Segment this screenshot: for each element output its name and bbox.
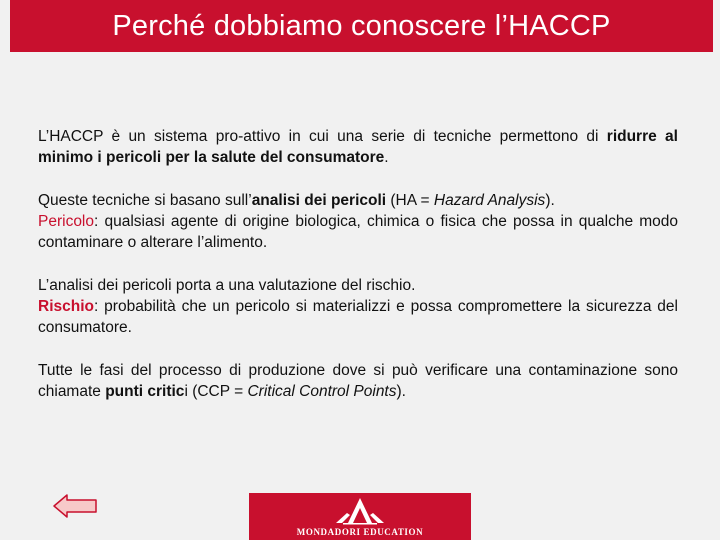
paragraph-critical-points: [38, 360, 678, 402]
p3-text-2: : probabilità che un pericolo si materializzi e possa compromettere la sicurezza del consumatore.: [38, 298, 678, 336]
p4-text-3: ).: [396, 383, 406, 400]
term-rischio: Rischio: [38, 298, 94, 315]
p2-text-3: ).: [545, 192, 555, 209]
footer-brand-text: MONDADORI EDUCATION: [296, 527, 424, 537]
p1-text-1: L’HACCP è un sistema pro-attivo in cui una serie di tecniche permettono di: [38, 128, 607, 145]
title-bar: [10, 0, 713, 52]
p2-bold-1: analisi dei pericoli: [251, 192, 387, 209]
mondadori-m-logo-icon: [334, 497, 386, 525]
p4-text-2: i (CCP =: [184, 383, 248, 400]
paragraph-hazard-analysis: [38, 190, 678, 253]
p4-text-1: Tutte le fasi del processo di produzione dove si può verificare una contaminazione sono chiamate: [38, 362, 678, 400]
back-button[interactable]: [52, 493, 98, 519]
paragraph-haccp-definition: [38, 126, 678, 168]
p1-bold-1: ridurre al minimo i pericoli per la salute del consumatore: [38, 128, 678, 166]
slide-content: [38, 126, 678, 424]
p2-text-4: : qualsiasi agente di origine biologica, chimica o fisica che possa in qualche modo contaminare o alterare l’alimento.: [38, 213, 678, 251]
p2-text-2: (HA =: [386, 192, 434, 209]
p2-italic-1: Hazard Analysis: [433, 192, 546, 209]
p4-bold-1: punti critic: [105, 383, 185, 400]
paragraph-risk: [38, 275, 678, 338]
p2-text-1: Queste tecniche si basano sull’: [38, 192, 252, 209]
p1-text-2: .: [384, 149, 389, 166]
p4-italic-1: Critical Control Points: [247, 383, 397, 400]
p3-text-1: L’analisi dei pericoli porta a una valutazione del rischio.: [38, 277, 416, 294]
left-arrow-icon: [52, 493, 98, 519]
term-pericolo: Pericolo: [38, 213, 94, 230]
slide-title: Perché dobbiamo conoscere l’HACCP: [112, 9, 611, 42]
